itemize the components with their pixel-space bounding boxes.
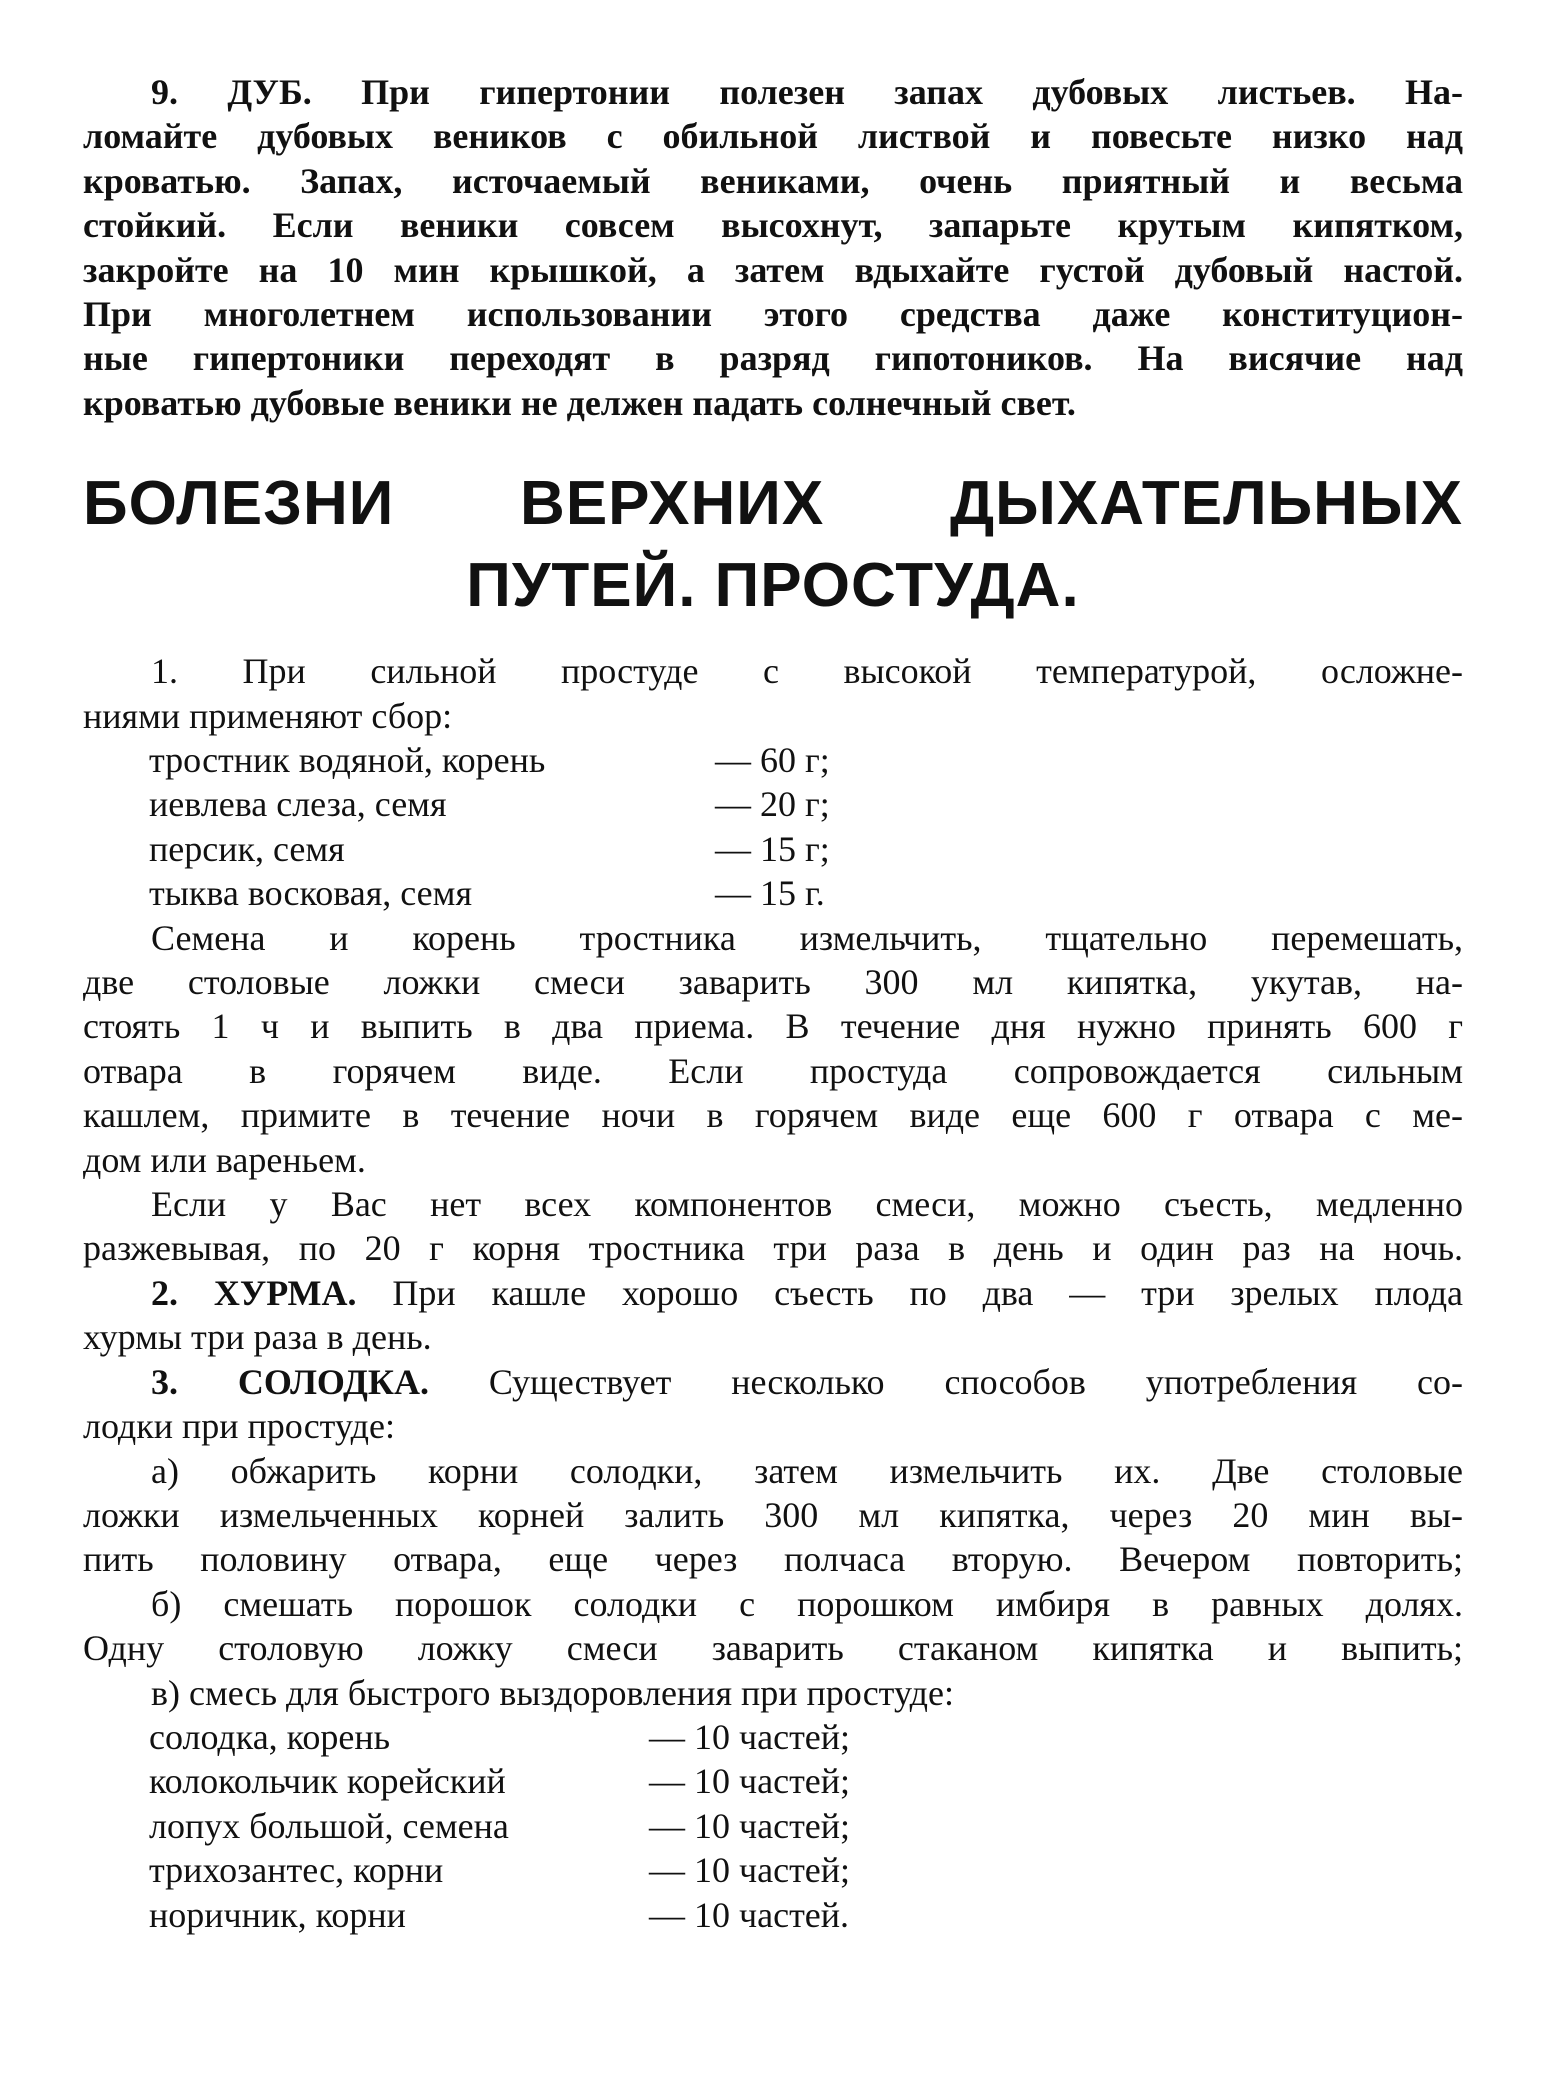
recipe-row	[149, 871, 1463, 915]
text-line: в) смесь для быстрого выздоровления при простуде:	[151, 1672, 954, 1713]
text-line: дом или вареньем.	[83, 1139, 366, 1180]
ingredient: солодка, корень	[149, 1716, 390, 1757]
amount: — 60 г;	[715, 740, 830, 781]
text-line: разжевывая, по 20 г корня тростника три раза в день и один раз на ночь.	[83, 1228, 1463, 1269]
section-lead: 2. ХУРМА.	[151, 1272, 357, 1313]
text-line: закройте на 10 мин крышкой, а затем вдыхайте густой дубовый настой.	[83, 249, 1463, 290]
text-line: отвара в горячем виде. Если простуда сопровождается сильным	[83, 1050, 1463, 1091]
heading-line: БОЛЕЗНИ ВЕРХНИХ ДЫХАТЕЛЬНЫХ	[83, 469, 1463, 539]
text-line: кроватью. Запах, источаемый вениками, очень приятный и весьма	[83, 160, 1463, 201]
text-line: кашлем, примите в течение ночи в горячем виде еще 600 г отвара с ме-	[83, 1095, 1463, 1136]
text-line: хурмы три раза в день.	[83, 1317, 432, 1358]
item-2	[83, 1271, 1463, 1360]
amount: — 15 г.	[715, 873, 825, 914]
text-line: ложки измельченных корней залить 300 мл кипятка, через 20 мин вы-	[83, 1494, 1463, 1535]
ingredient: иевлева слеза, семя	[149, 784, 447, 825]
text-line: пить половину отвара, еще через полчаса вторую. Вечером повторить;	[83, 1539, 1463, 1580]
chapter-heading	[83, 463, 1463, 627]
text-line: ломайте дубовых веников с обильной листвой и повесьте низко над	[83, 116, 1463, 157]
text-line: лодки при простуде:	[83, 1406, 395, 1447]
ingredient: лопух большой, семена	[149, 1805, 509, 1846]
text-line: ные гипертоники переходят в разряд гипотоников. На висячие над	[83, 338, 1463, 379]
amount: — 10 частей;	[649, 1716, 851, 1757]
section-lead: 9. ДУБ.	[151, 72, 312, 112]
text-line: б) смешать порошок солодки с порошком имбиря в равных долях.	[151, 1583, 1463, 1624]
text-line: стойкий. Если веники совсем высохнут, запарьте крутым кипятком,	[83, 205, 1463, 246]
amount: — 15 г;	[715, 828, 830, 869]
ingredient: трихозантес, корни	[149, 1850, 444, 1891]
text-line: ниями применяют сбор:	[83, 695, 453, 736]
amount: — 20 г;	[715, 784, 830, 825]
text-line: Семена и корень тростника измельчить, тщательно перемешать,	[151, 917, 1463, 958]
text-line: При многолетнем использовании этого средства даже конституцион-	[83, 294, 1463, 335]
text-line: две столовые ложки смеси заварить 300 мл кипятка, укутав, на-	[83, 962, 1463, 1003]
recipe-row	[149, 1848, 1463, 1892]
section-lead: 3. СОЛОДКА.	[151, 1361, 429, 1402]
recipe-row	[149, 1715, 1463, 1759]
text-line: стоять 1 ч и выпить в два приема. В течение дня нужно принять 600 г	[83, 1006, 1463, 1047]
text-line: 2. ХУРМА. При кашле хорошо съесть по два — три зрелых плода	[151, 1272, 1464, 1313]
amount: — 10 частей;	[649, 1805, 851, 1846]
amount: — 10 частей;	[649, 1761, 851, 1802]
item-1	[83, 649, 1463, 1271]
item-3	[83, 1360, 1463, 1937]
recipe-row	[149, 827, 1463, 871]
text-line: 9. ДУБ. При гипертонии полезен запах дубовых листьев. На-	[151, 72, 1463, 112]
recipe-row	[149, 1804, 1463, 1848]
recipe-row	[149, 782, 1463, 826]
text-line: 1. При сильной простуде с высокой температурой, осложне-	[151, 651, 1463, 692]
ingredient: персик, семя	[149, 828, 345, 869]
text-line: Одну столовую ложку смеси заварить стаканом кипятка и выпить;	[83, 1628, 1463, 1669]
recipe-row	[149, 738, 1463, 782]
text-line: а) обжарить корни солодки, затем измельчить их. Две столовые	[151, 1450, 1463, 1491]
ingredient: тыква восковая, семя	[149, 873, 472, 914]
amount: — 10 частей.	[649, 1894, 850, 1935]
recipe-list	[149, 738, 1463, 916]
ingredient: тростник водяной, корень	[149, 740, 546, 781]
heading-line: ПУТЕЙ. ПРОСТУДА.	[466, 551, 1080, 621]
amount: — 10 частей;	[649, 1850, 851, 1891]
text-line: кроватью дубовые веники не делжен падать солнечный свет.	[83, 382, 1076, 423]
section-oak	[83, 70, 1463, 425]
ingredient: норичник, корни	[149, 1894, 406, 1935]
text-line: Если у Вас нет всех компонентов смеси, можно съесть, медленно	[151, 1184, 1463, 1225]
recipe-row	[149, 1893, 1463, 1937]
text-line: 3. СОЛОДКА. Существует несколько способов употребления со-	[151, 1361, 1464, 1402]
book-page	[83, 70, 1463, 1937]
ingredient: колокольчик корейский	[149, 1761, 506, 1802]
recipe-row	[149, 1759, 1463, 1803]
recipe-list	[149, 1715, 1463, 1937]
